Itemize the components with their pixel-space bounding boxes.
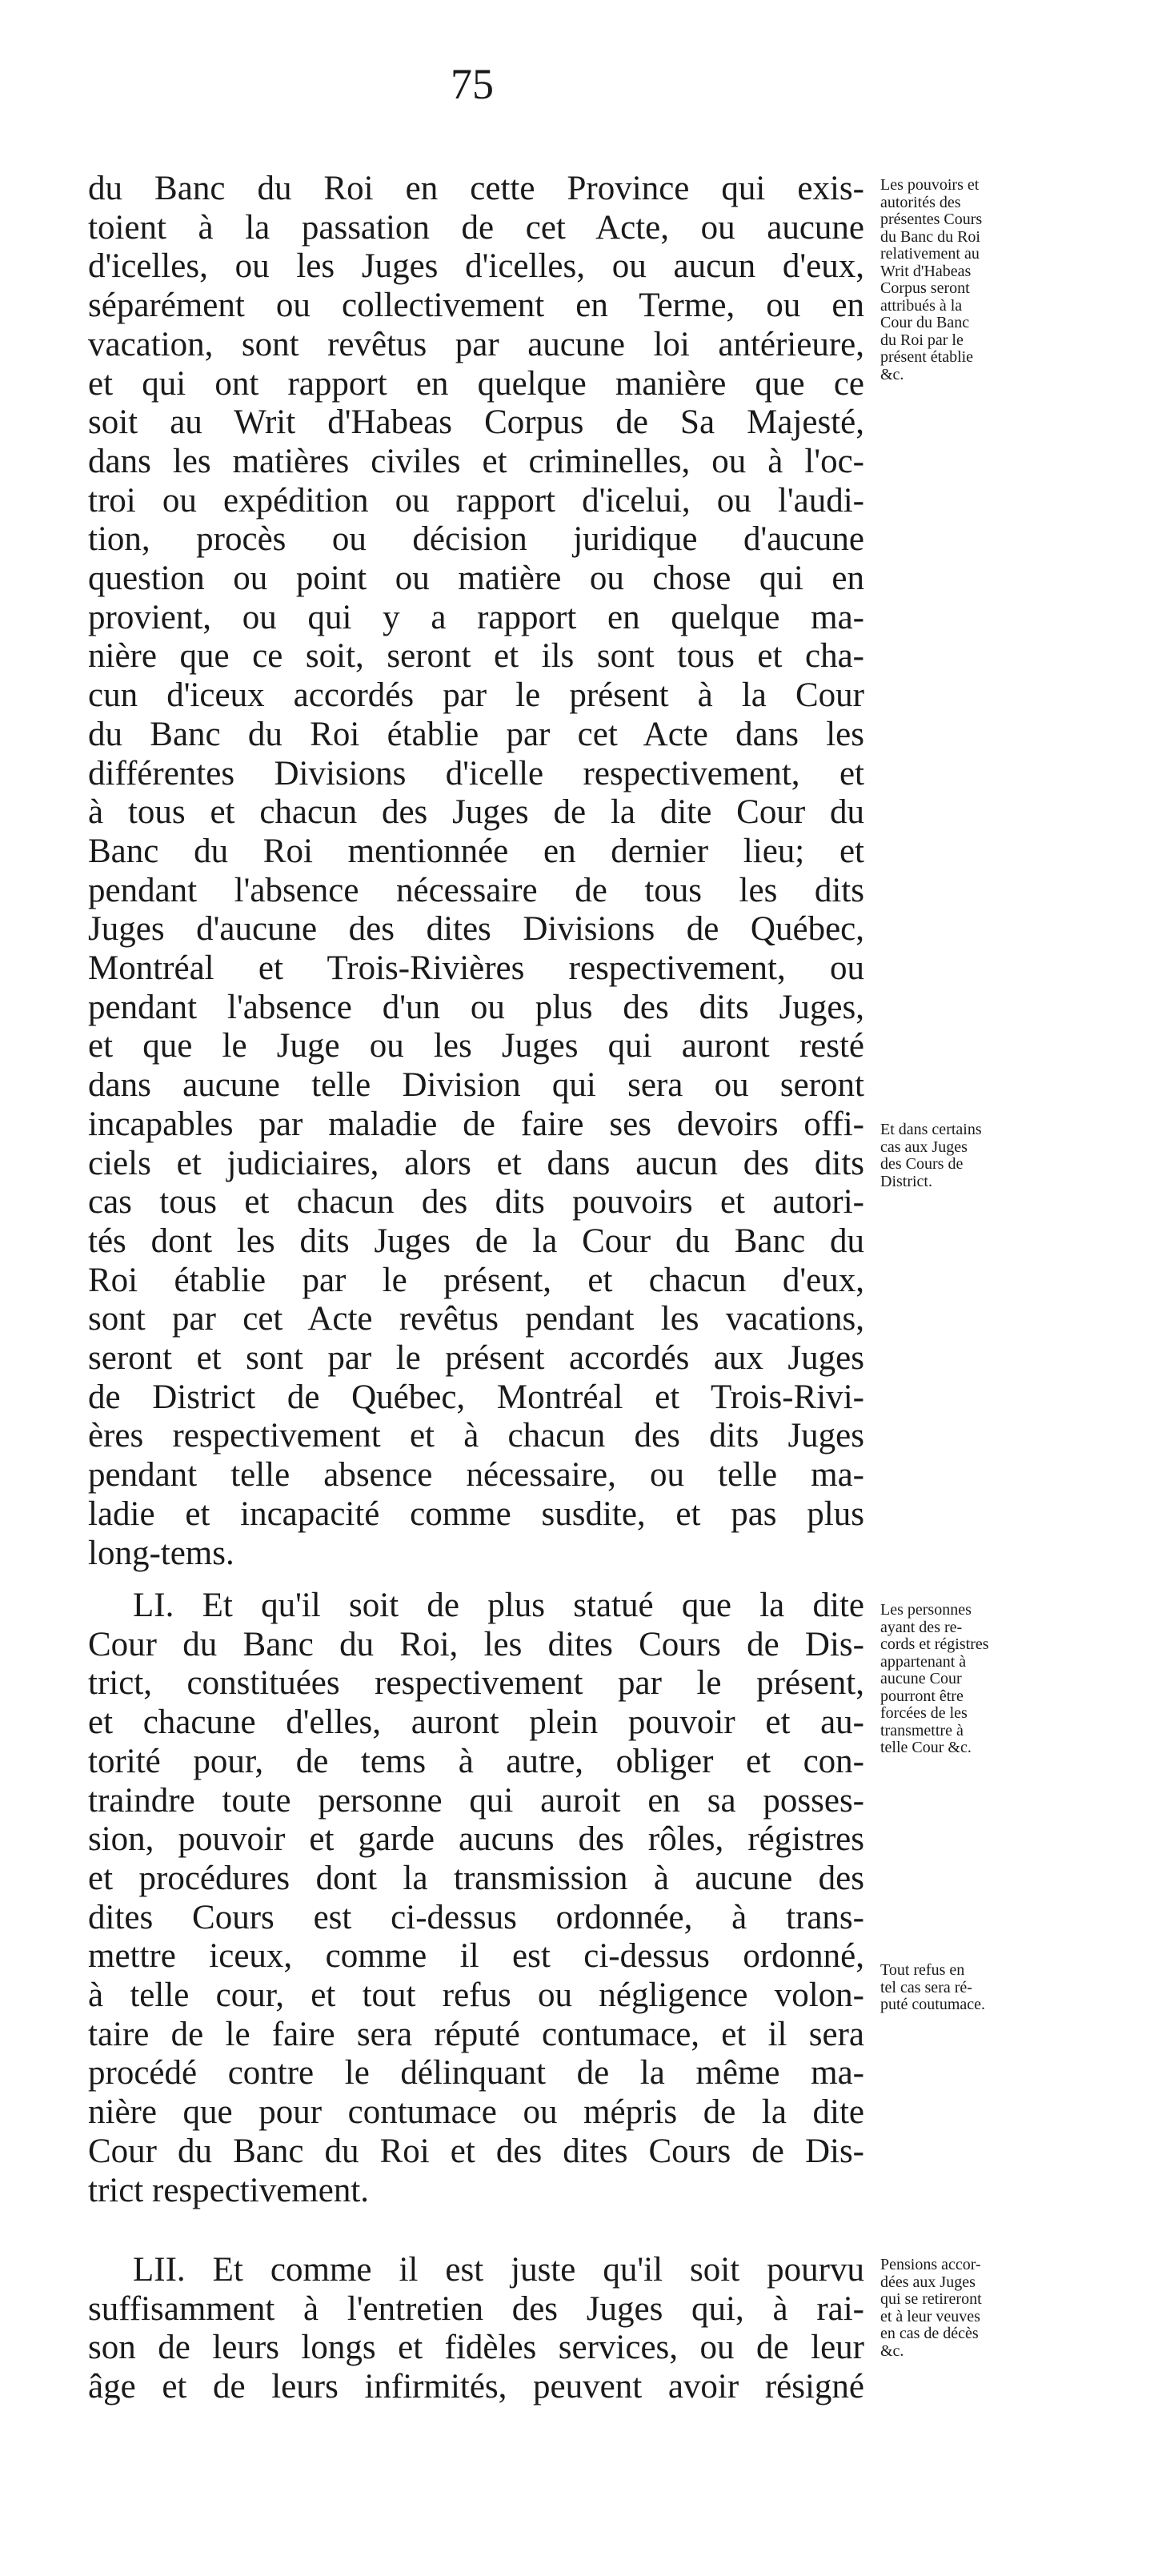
margin-note-line: appartenant à — [880, 1652, 967, 1671]
text-line: âge et de leurs infirmités, peuvent avoir résigné — [88, 2368, 864, 2406]
text-line: sion, pouvoir et garde aucuns des rôles, régistres — [88, 1820, 864, 1859]
margin-note-line: relativement au — [880, 245, 980, 263]
text-line: pendant l'absence d'un ou plus des dits Juges, — [88, 988, 864, 1026]
text-line: son de leurs longs et fidèles services, ou de leur — [88, 2329, 864, 2367]
text-line: tion, procès ou décision juridique d'aucune — [88, 520, 864, 559]
margin-note-line: Les personnes — [880, 1601, 972, 1619]
margin-note-line: District. — [880, 1172, 932, 1190]
text-line: séparément ou collectivement en Terme, ou en — [88, 287, 864, 325]
text-line: sont par cet Acte revêtus pendant les vacations, — [88, 1300, 864, 1338]
margin-note-line: dées aux Juges — [880, 2273, 976, 2291]
margin-note-line: &c. — [880, 365, 904, 383]
margin-note-line: présentes Cours — [880, 211, 983, 228]
text-line: et que le Juge ou les Juges qui auront resté — [88, 1027, 864, 1065]
text-line: dans les matières civiles et criminelles, ou à l'oc- — [88, 442, 864, 480]
margin-note-line: des Cours de — [880, 1155, 964, 1173]
text-line: et procédures dont la transmission à aucune des — [88, 1859, 864, 1897]
margin-note-line: Les pouvoirs et — [880, 176, 980, 194]
text-line: d'icelles, ou les Juges d'icelles, ou aucun d'eux, — [88, 247, 864, 286]
text-line: pendant telle absence nécessaire, ou telle ma- — [88, 1456, 864, 1495]
text-line: ladie et incapacité comme susdite, et pas plus — [88, 1495, 864, 1533]
margin-note-line: pourront être — [880, 1687, 964, 1705]
text-line: soit au Writ d'Habeas Corpus de Sa Majesté, — [88, 403, 864, 442]
text-line: du Banc du Roi en cette Province qui exis- — [88, 170, 864, 207]
margin-note-line: ayant des re- — [880, 1618, 963, 1636]
text-line: Banc du Roi mentionnée en dernier lieu; et — [88, 832, 864, 870]
margin-note-line: tel cas sera ré- — [880, 1978, 972, 1996]
text-line: Cour du Banc du Roi, les dites Cours de Dis- — [88, 1625, 864, 1663]
margin-note-line: du Roi par le — [880, 331, 964, 349]
text-line: troi ou expédition ou rapport d'icelui, ou l'audi- — [88, 481, 864, 520]
text-line: traindre toute personne qui auroit en sa posses- — [88, 1781, 864, 1820]
text-line: Juges d'aucune des dites Divisions de Québec, — [88, 910, 864, 949]
text-line: question ou point ou matière ou chose qui en — [88, 560, 864, 597]
text-line: toient à la passation de cet Acte, ou aucune — [88, 208, 864, 247]
margin-note-line: et à leur veuves — [880, 2307, 980, 2325]
text-line: dans aucune telle Division qui sera ou seront — [88, 1066, 864, 1105]
text-line: LI. Et qu'il soit de plus statué que la dite — [133, 1587, 864, 1624]
text-line: incapables par maladie de faire ses devoirs offi- — [88, 1105, 864, 1143]
text-line: et chacune d'elles, auront plein pouvoir et au- — [88, 1703, 864, 1742]
margin-note-line: Et dans certains — [880, 1121, 982, 1138]
text-line: procédé contre le délinquant de la même ma- — [88, 2054, 864, 2092]
margin-note-line: Cour du Banc — [880, 314, 970, 331]
margin-note-line: aucune Cour — [880, 1670, 962, 1687]
text-line: Roi établie par le présent, et chacun d'eux, — [88, 1261, 864, 1299]
margin-note-line: du Banc du Roi — [880, 227, 980, 246]
text-line: trict, constituées respectivement par le présent, — [88, 1664, 864, 1703]
text-line: taire de le faire sera réputé contumace, et il sera — [88, 2015, 864, 2053]
text-line: cun d'iceux accordés par le présent à la Cour — [88, 676, 864, 715]
margin-note-line: forcées de les — [880, 1704, 968, 1722]
margin-note-line: Writ d'Habeas — [880, 262, 972, 280]
margin-note-line: cords et régistres — [880, 1635, 989, 1653]
text-line: torité pour, de tems à autre, obliger et con- — [88, 1742, 864, 1780]
text-line: trict respectivement. — [88, 2171, 370, 2209]
text-line: provient, ou qui y a rapport en quelque ma- — [88, 598, 864, 636]
text-line: à telle cour, et tout refus ou négligence volon- — [88, 1976, 864, 2014]
text-line: ères respectivement et à chacun des dits Juges — [88, 1417, 864, 1455]
margin-note-line: cas aux Juges — [880, 1138, 968, 1156]
text-line: Cour du Banc du Roi et des dites Cours de Dis- — [88, 2132, 864, 2170]
text-line: différentes Divisions d'icelle respectivement, et — [88, 754, 864, 792]
text-line: cas tous et chacun des dits pouvoirs et autori- — [88, 1183, 864, 1222]
text-line: à tous et chacun des Juges de la dite Cour du — [88, 793, 864, 832]
text-line: de District de Québec, Montréal et Trois-Rivi- — [88, 1378, 864, 1416]
text-line: nière que pour contumace ou mépris de la dite — [88, 2093, 864, 2132]
text-line: du Banc du Roi établie par cet Acte dans les — [88, 715, 864, 753]
margin-note-line: attribués à la — [880, 296, 963, 315]
margin-note-line: présent établie — [880, 348, 974, 366]
margin-note-line: qui se retireront — [880, 2290, 982, 2308]
text-line: vacation, sont revêtus par aucune loi antérieure, — [88, 325, 864, 363]
margin-note-line: Corpus seront — [880, 279, 970, 297]
text-line: dites Cours est ci-dessus ordonnée, à trans- — [88, 1898, 864, 1936]
text-line: pendant l'absence nécessaire de tous les dits — [88, 871, 864, 909]
margin-note-line: Pensions accor- — [880, 2256, 981, 2273]
margin-note-line: Tout refus en — [880, 1961, 965, 1979]
page-number: 75 — [451, 60, 494, 108]
margin-note-line: &c. — [880, 2341, 904, 2360]
text-line: Montréal et Trois-Rivières respectivement, ou — [88, 949, 864, 987]
text-line: suffisamment à l'entretien des Juges qui, à rai- — [88, 2289, 864, 2328]
margin-note-line: autorités des — [880, 193, 961, 211]
margin-note-line: telle Cour &c. — [880, 1739, 972, 1756]
margin-note-line: transmettre à — [880, 1721, 964, 1739]
text-line: mettre iceux, comme il est ci-dessus ordonné, — [88, 1937, 864, 1976]
margin-note-line: puté coutumace. — [880, 1996, 986, 2013]
text-line: LII. Et comme il est juste qu'il soit pourvu — [133, 2251, 864, 2289]
text-line: seront et sont par le présent accordés aux Juges — [88, 1339, 864, 1377]
text-line: nière que ce soit, seront et ils sont tous et cha- — [88, 637, 864, 676]
text-line: long-tems. — [88, 1534, 234, 1572]
text-line: et qui ont rapport en quelque manière que ce — [88, 364, 864, 403]
text-line: tés dont les dits Juges de la Cour du Banc du — [88, 1222, 864, 1260]
margin-note-line: en cas de décès — [880, 2325, 979, 2342]
text-line: ciels et judiciaires, alors et dans aucun des dits — [88, 1144, 864, 1182]
